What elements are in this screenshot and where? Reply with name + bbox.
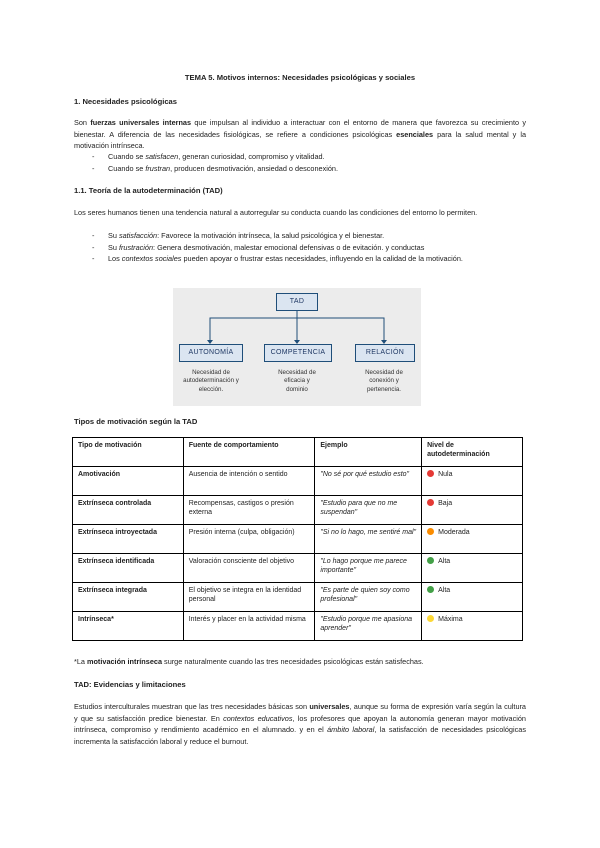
evidence-heading: TAD: Evidencias y limitaciones — [74, 680, 186, 689]
diagram-node-relacion: RELACIÓN — [355, 344, 415, 362]
table-row — [73, 554, 523, 583]
section-1-1-bullet: - Su satisfacción: Favorece la motivación intrínseca, la salud psicológica y el bienestar. — [92, 231, 385, 240]
motivation-type-cell: Extrínseca introyectada — [73, 525, 184, 554]
section-1-1-bullet: - Su frustración: Genera desmotivación, malestar emocional defensivas o de evitación. y conductas — [92, 242, 425, 252]
table-footnote: *La motivación intrínseca surge naturalmente cuando las tres necesidades psicológicas están satisfechas. — [74, 657, 424, 666]
evidence-paragraph: Estudios interculturales muestran que las tres necesidades básicas son universales, aunque su forma de expresión varía según la cultura y que su satisfacción predice bienestar. En contextos educativos, los profesores que apoyan la autonomía generan mayor motivación intrínseca, compromiso y rendimiento académico en el alumnado. y en el ámbito laboral, la satisfacción de necesidades psicológicas incrementa la satisfacción laboral y reduce el burnout. — [74, 702, 526, 746]
connector-line — [297, 318, 384, 342]
motivation-type-cell: Amotivación — [73, 467, 184, 496]
table-header-cell: Tipo de motivación — [73, 438, 184, 467]
example-cell: "Si no lo hago, me sentiré mal" — [315, 525, 422, 554]
example-cell: "Lo hago porque me parece importante" — [315, 554, 422, 583]
level-dot-icon — [427, 470, 434, 477]
section-1-heading: 1. Necesidades psicológicas — [74, 97, 177, 106]
level-dot-icon — [427, 586, 434, 593]
level-label: Nula — [438, 471, 453, 478]
table-header-cell: Nivel de autodeterminación — [422, 438, 523, 467]
diagram-node-description: Necesidad de eficacia y dominio — [278, 369, 316, 393]
behavior-source-cell: Recompensas, castigos o presión externa — [183, 496, 315, 525]
example-cell: "Estudio porque me apasiona aprender" — [315, 612, 422, 641]
table-heading: Tipos de motivación según la TAD — [74, 417, 198, 426]
behavior-source-cell: Valoración consciente del objetivo — [183, 554, 315, 583]
behavior-source-cell: El objetivo se integra en la identidad personal — [183, 583, 315, 612]
tad-diagram — [173, 288, 421, 406]
motivation-table — [72, 437, 523, 641]
level-label: Alta — [438, 587, 451, 594]
table-row — [73, 467, 523, 496]
motivation-type-cell: Intrínseca* — [73, 612, 184, 641]
self-determination-level-cell — [422, 496, 523, 525]
motivation-type-cell: Extrínseca identificada — [73, 554, 184, 583]
section-1-bullet: - Cuando se satisfacen, generan curiosidad, compromiso y vitalidad. — [92, 152, 325, 161]
table-row — [73, 525, 523, 554]
example-cell: "Estudio para que no me suspendan" — [315, 496, 422, 525]
motivation-type-cell: Extrínseca integrada — [73, 583, 184, 612]
level-dot-icon — [427, 557, 434, 564]
diagram-node-competencia: COMPETENCIA — [264, 344, 332, 362]
table-header-cell: Ejemplo — [315, 438, 422, 467]
self-determination-level-cell — [422, 583, 523, 612]
section-1-1-paragraph: Los seres humanos tienen una tendencia natural a autorregular su conducta cuando las condiciones del entorno lo permiten. — [74, 208, 478, 217]
table-header-row — [73, 438, 523, 467]
self-determination-level-cell — [422, 612, 523, 641]
diagram-node-description: Necesidad de autodeterminación y elección. — [183, 369, 239, 393]
diagram-node-description: Necesidad de conexión y pertenencia. — [365, 369, 403, 393]
section-1-paragraph: Son fuerzas universales internas que impulsan al individuo a interactuar con el entorno de manera que favorezca su crecimiento y bienestar. A diferencia de las necesidades fisiológicas, se refiere a condiciones psicológicas esenciales para la salud mental y la motivación intrínseca. — [74, 118, 527, 150]
self-determination-level-cell — [422, 525, 523, 554]
table-row — [73, 496, 523, 525]
behavior-source-cell: Interés y placer en la actividad misma — [183, 612, 315, 641]
section-1-bullet: - Cuando se frustran, producen desmotivación, ansiedad o desconexión. — [92, 163, 339, 173]
behavior-source-cell: Ausencia de intención o sentido — [183, 467, 315, 496]
table-row — [73, 583, 523, 612]
example-cell: "No sé por qué estudio esto" — [315, 467, 422, 496]
diagram-root-tad: TAD — [276, 293, 318, 311]
level-label: Moderada — [438, 529, 470, 536]
example-cell: "Es parte de quien soy como profesional" — [315, 583, 422, 612]
level-label: Alta — [438, 558, 451, 565]
behavior-source-cell: Presión interna (culpa, obligación) — [183, 525, 315, 554]
level-label: Máxima — [438, 616, 463, 623]
connector-line — [210, 310, 297, 342]
self-determination-level-cell — [422, 554, 523, 583]
page-title: TEMA 5. Motivos internos: Necesidades psicológicas y sociales — [184, 73, 416, 82]
diagram-node-autonomia: AUTONOMÍA — [179, 344, 243, 362]
level-dot-icon — [427, 499, 434, 506]
level-dot-icon — [427, 528, 434, 535]
section-1-1-bullet: - Los contextos sociales pueden apoyar o frustrar estas necesidades, influyendo en la calidad de la motivación. — [92, 254, 463, 263]
section-1-1-heading: 1.1. Teoría de la autodeterminación (TAD) — [74, 186, 223, 195]
motivation-type-cell: Extrínseca controlada — [73, 496, 184, 525]
table-row — [73, 612, 523, 641]
level-label: Baja — [438, 500, 453, 507]
self-determination-level-cell — [422, 467, 523, 496]
table-header-cell: Fuente de comportamiento — [183, 438, 315, 467]
level-dot-icon — [427, 615, 434, 622]
